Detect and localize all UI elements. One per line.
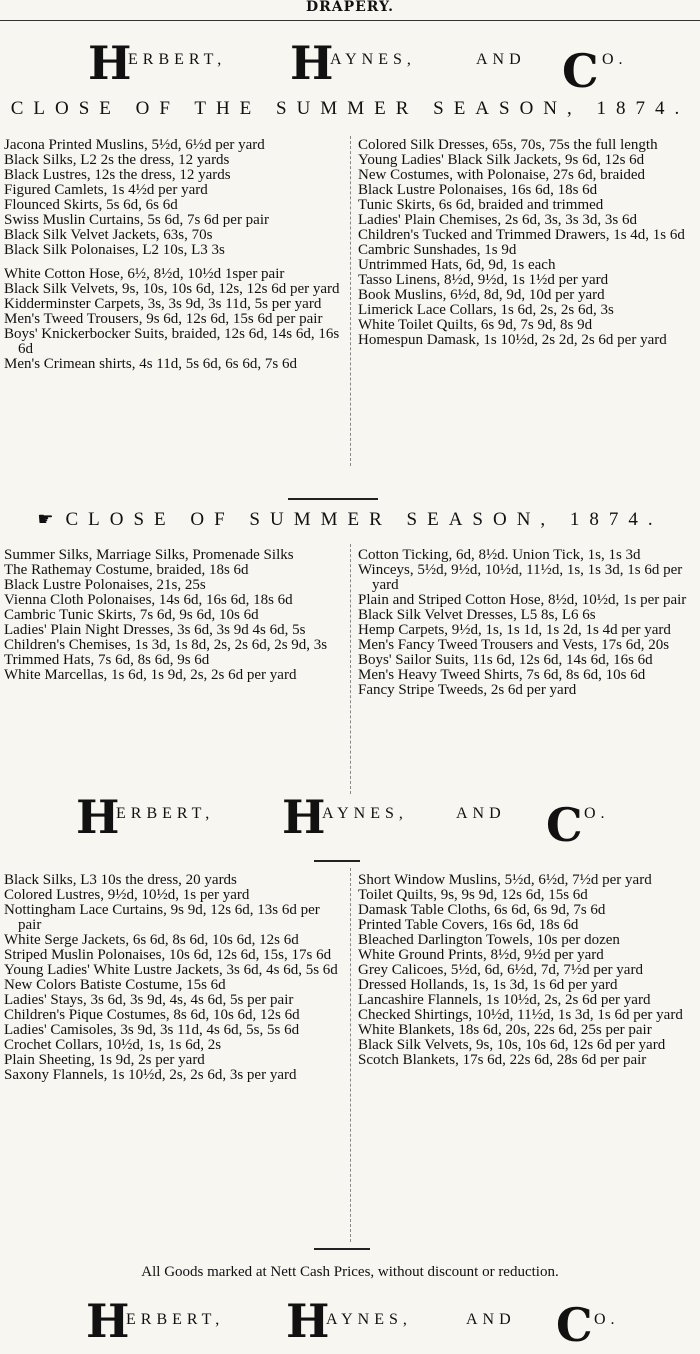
list-item: Crochet Collars, 10½d, 1s, 1s 6d, 2s (4, 1037, 222, 1053)
column-divider (350, 136, 351, 466)
list-item: Boys' Sailor Suits, 11s 6d, 12s 6d, 14s 6d, 16s 6d (358, 652, 653, 668)
list-item: Black Silk Velvets, 9s, 10s, 10s 6d, 12s 6d per yard (358, 1037, 666, 1053)
list-item: White Blankets, 18s 6d, 20s, 22s 6d, 25s per pair (358, 1022, 652, 1038)
list-item: Ladies' Plain Night Dresses, 3s 6d, 3s 9d 4s 6d, 5s (4, 622, 306, 638)
list-item: White Serge Jackets, 6s 6d, 8s 6d, 10s 6d, 12s 6d (4, 932, 299, 948)
list-item: The Rathemay Costume, braided, 18s 6d (4, 562, 249, 578)
list-item: Homespun Damask, 1s 10½d, 2s 2d, 2s 6d per yard (358, 332, 667, 348)
list-item: Winceys, 5½d, 9½d, 10½d, 11½d, 1s, 1s 3d, 1s 6d per yard (358, 562, 683, 593)
block2-right-column (358, 548, 696, 698)
list-item: Figured Camlets, 1s 4½d per yard (4, 182, 208, 198)
firm-cap-h2: H (282, 790, 326, 844)
firm-word-and: AND (466, 1311, 516, 1328)
column-divider (350, 868, 351, 1242)
list-item: Plain and Striped Cotton Hose, 8½d, 10½d, 1s per pair (358, 592, 687, 608)
firm-word-and: AND (456, 805, 506, 822)
list-item: White Ground Prints, 8½d, 9½d per yard (358, 947, 604, 963)
heading-close-of-summer-season (0, 508, 700, 530)
firm-cap-h1: H (88, 36, 132, 90)
firm-cap-h2: H (286, 1294, 330, 1348)
firm-word-herbert: ERBERT, (116, 805, 215, 822)
list-item: Men's Fancy Tweed Trousers and Vests, 17s 6d, 20s (358, 637, 670, 653)
list-item: Children's Pique Costumes, 8s 6d, 10s 6d, 12s 6d (4, 1007, 300, 1023)
list-item: Summer Silks, Marriage Silks, Promenade Silks (4, 547, 294, 563)
list-item: Ladies' Camisoles, 3s 9d, 3s 11d, 4s 6d, 5s, 5s 6d (4, 1022, 300, 1038)
list-item: Ladies' Plain Chemises, 2s 6d, 3s, 3s 3d, 3s 6d (358, 212, 637, 228)
list-item: Colored Lustres, 9½d, 10½d, 1s per yard (4, 887, 250, 903)
list-item: Black Silk Velvet Dresses, L5 8s, L6 6s (358, 607, 596, 623)
list-item: Black Lustre Polonaises, 21s, 25s (4, 577, 206, 593)
firm-cap-c: C (562, 44, 599, 98)
section-head: DRAPERY. (305, 0, 395, 15)
block1-left-column (4, 138, 344, 372)
list-item: Children's Chemises, 1s 3d, 1s 8d, 2s, 2s 6d, 2s 9d, 3s (4, 637, 328, 653)
list-item: Damask Table Cloths, 6s 6d, 6s 9d, 7s 6d (358, 902, 606, 918)
heading-text: CLOSE OF SUMMER SEASON, 1874. (65, 509, 663, 530)
list-item: Ladies' Stays, 3s 6d, 3s 9d, 4s, 4s 6d, 5s per pair (4, 992, 294, 1008)
list-item: Black Lustres, 12s the dress, 12 yards (4, 167, 231, 183)
list-item: Colored Silk Dresses, 65s, 70s, 75s the full length (358, 137, 658, 153)
list-item: Scotch Blankets, 17s 6d, 22s 6d, 28s 6d per pair (358, 1052, 647, 1068)
list-item: Men's Heavy Tweed Shirts, 7s 6d, 8s 6d, 10s 6d (358, 667, 646, 683)
list-item: Printed Table Covers, 16s 6d, 18s 6d (358, 917, 579, 933)
list-item: Young Ladies' White Lustre Jackets, 3s 6d, 4s 6d, 5s 6d (4, 962, 338, 978)
list-item: Children's Tucked and Trimmed Drawers, 1s 4d, 1s 6d (358, 227, 685, 243)
firm-word-herbert: ERBERT, (126, 1311, 225, 1328)
firm-word-co: O. (594, 1311, 620, 1328)
block3-right-column (358, 873, 696, 1068)
list-item: Saxony Flannels, 1s 10½d, 2s, 2s 6d, 3s per yard (4, 1067, 297, 1083)
list-item: Nottingham Lace Curtains, 9s 9d, 12s 6d, 13s 6d per pair (4, 902, 320, 933)
top-rule (0, 20, 700, 21)
list-item: Cambric Sunshades, 1s 9d (358, 242, 517, 258)
firm-banner-1 (0, 36, 700, 96)
list-item: White Toilet Quilts, 6s 9d, 7s 9d, 8s 9d (358, 317, 593, 333)
list-item: New Colors Batiste Costume, 15s 6d (4, 977, 226, 993)
footer-note: All Goods marked at Nett Cash Prices, without discount or reduction. (141, 1264, 559, 1280)
firm-word-co: O. (602, 51, 628, 68)
list-item: Dressed Hollands, 1s, 1s 3d, 1s 6d per yard (358, 977, 618, 993)
list-item: Men's Crimean shirts, 4s 11d, 5s 6d, 6s 6d, 7s 6d (4, 356, 297, 372)
list-item: White Cotton Hose, 6½, 8½d, 10½d 1sper pair (4, 266, 285, 282)
firm-word-co: O. (584, 805, 610, 822)
firm-word-herbert: ERBERT, (128, 51, 227, 68)
list-item: Short Window Muslins, 5½d, 6½d, 7½d per yard (358, 872, 652, 888)
list-item: Cotton Ticking, 6d, 8½d. Union Tick, 1s, 1s 3d (358, 547, 641, 563)
list-item: Black Silks, L2 2s the dress, 12 yards (4, 152, 230, 168)
list-item: Jacona Printed Muslins, 5½d, 6½d per yard (4, 137, 265, 153)
column-divider (350, 544, 351, 794)
heading-close-of-the-summer-season: CLOSE OF THE SUMMER SEASON, 1874. (10, 98, 690, 119)
list-item: Boys' Knickerbocker Suits, braided, 12s 6d, 14s 6d, 16s 6d (4, 326, 340, 357)
list-item: Tasso Linens, 8½d, 9½d, 1s 1½d per yard (358, 272, 609, 288)
firm-word-haynes: AYNES, (322, 805, 408, 822)
list-item: Hemp Carpets, 9½d, 1s, 1s 1d, 1s 2d, 1s 4d per yard (358, 622, 671, 638)
list-item: Checked Shirtings, 10½d, 11½d, 1s 3d, 1s 6d per yard (358, 1007, 683, 1023)
list-item: Black Silk Polonaises, L2 10s, L3 3s (4, 242, 225, 258)
section-rule (314, 1248, 370, 1250)
firm-banner-3 (0, 1292, 700, 1352)
list-item: Trimmed Hats, 7s 6d, 8s 6d, 9s 6d (4, 652, 210, 668)
list-item: White Marcellas, 1s 6d, 1s 9d, 2s, 2s 6d per yard (4, 667, 297, 683)
list-item: Black Silks, L3 10s the dress, 20 yards (4, 872, 237, 888)
list-item: Men's Tweed Trousers, 9s 6d, 12s 6d, 15s 6d per pair (4, 311, 323, 327)
list-item: Tunic Skirts, 6s 6d, braided and trimmed (358, 197, 604, 213)
list-item: Lancashire Flannels, 1s 10½d, 2s, 2s 6d per yard (358, 992, 651, 1008)
list-item: Toilet Quilts, 9s, 9s 9d, 12s 6d, 15s 6d (358, 887, 588, 903)
list-item: Fancy Stripe Tweeds, 2s 6d per yard (358, 682, 577, 698)
list-item: New Costumes, with Polonaise, 27s 6d, braided (358, 167, 646, 183)
list-item: Vienna Cloth Polonaises, 14s 6d, 16s 6d, 18s 6d (4, 592, 293, 608)
list-item: Black Lustre Polonaises, 16s 6d, 18s 6d (358, 182, 598, 198)
block1-right-column (358, 138, 696, 348)
list-item: Striped Muslin Polonaises, 10s 6d, 12s 6d, 15s, 17s 6d (4, 947, 332, 963)
list-item: Untrimmed Hats, 6d, 9d, 1s each (358, 257, 556, 273)
firm-word-haynes: AYNES, (326, 1311, 412, 1328)
pointing-hand-icon: ☛ (37, 509, 54, 529)
list-item: Young Ladies' Black Silk Jackets, 9s 6d, 12s 6d (358, 152, 645, 168)
list-item: Black Silk Velvets, 9s, 10s, 10s 6d, 12s, 12s 6d per yard (4, 281, 340, 297)
firm-word-haynes: AYNES, (330, 51, 416, 68)
firm-cap-c: C (546, 798, 583, 852)
list-item: Book Muslins, 6½d, 8d, 9d, 10d per yard (358, 287, 605, 303)
block2-left-column (4, 548, 344, 683)
list-item: Flounced Skirts, 5s 6d, 6s 6d (4, 197, 178, 213)
block3-left-column (4, 873, 344, 1083)
list-item: Limerick Lace Collars, 1s 6d, 2s, 2s 6d, 3s (358, 302, 614, 318)
list-item: Kidderminster Carpets, 3s, 3s 9d, 3s 11d, 5s per yard (4, 296, 322, 312)
list-item: Bleached Darlington Towels, 10s per dozen (358, 932, 620, 948)
firm-cap-h1: H (76, 790, 120, 844)
firm-banner-2 (0, 790, 700, 850)
list-item: Cambric Tunic Skirts, 7s 6d, 9s 6d, 10s 6d (4, 607, 259, 623)
list-item: Grey Calicoes, 5½d, 6d, 6½d, 7d, 7½d per yard (358, 962, 643, 978)
firm-cap-h2: H (290, 36, 334, 90)
list-item: Swiss Muslin Curtains, 5s 6d, 7s 6d per pair (4, 212, 270, 228)
firm-cap-c: C (556, 1298, 593, 1352)
list-item: Black Silk Velvet Jackets, 63s, 70s (4, 227, 213, 243)
firm-cap-h1: H (86, 1294, 130, 1348)
section-rule (288, 498, 378, 500)
section-rule (314, 860, 360, 862)
firm-word-and: AND (476, 51, 526, 68)
list-item: Plain Sheeting, 1s 9d, 2s per yard (4, 1052, 205, 1068)
